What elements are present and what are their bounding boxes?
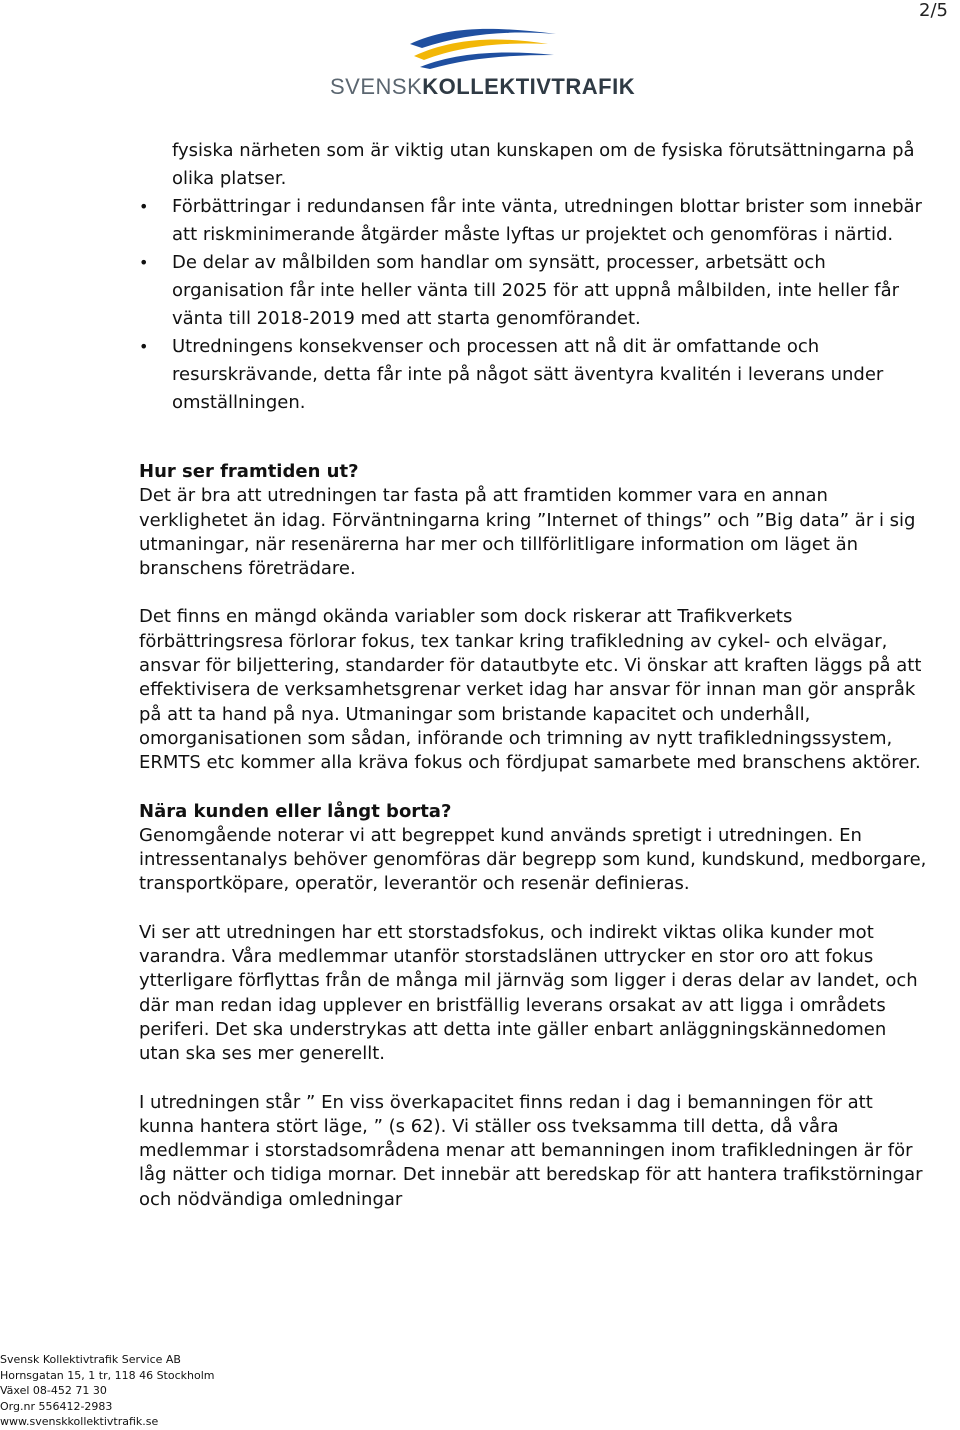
page-number: 2/5: [919, 0, 948, 21]
section-heading: Hur ser framtiden ut?: [139, 461, 359, 482]
section-heading: Nära kunden eller långt borta?: [139, 800, 452, 822]
logo-part-1: SVENSK: [330, 74, 423, 99]
paragraph: Genomgående noterar vi att begreppet kund används spretigt i utredningen. En intressentanalys behöver genomföras där begrepp som kund, kundskund, medborgare, transportköpare, operatör, leverantör och resenär definieras.: [139, 824, 927, 895]
list-item: • Förbättringar i redundansen får inte vänta, utredningen blottar brister som innebär att riskminimerande åtgärder måste lyftas ur projektet och genomföras i närtid.: [139, 193, 929, 249]
footer-web-link[interactable]: www.svenskkollektivtrafik.se: [0, 1415, 159, 1428]
company-logo: [330, 20, 636, 100]
footer-address: Hornsgatan 15, 1 tr, 118 46 Stockholm: [0, 1368, 215, 1382]
list-item: • Utredningens konsekvenser och processen att nå dit är omfattande och resurskrävande, detta får inte på något sätt äventyra kvalitén i leverans under omställningen.: [139, 333, 929, 417]
footer-phone: Växel 08-452 71 30: [0, 1384, 107, 1397]
footer: [0, 1352, 215, 1430]
paragraph: I utredningen står ” En viss överkapacitet finns redan i dag i bemanningen för att kunna hantera stört läge, ” (s 62). Vi ställer oss tveksamma till detta, då våra medlemmar i storstadsområdena menar att bemanningen inom trafikledningen är för låg nätter och tidiga mornar. Det innebär att beredskap för att hantera trafikstörningar och nödvändiga omledningar: [139, 1091, 923, 1210]
paragraph: Det finns en mängd okända variabler som dock riskerar att Trafikverkets förbättringsresa förlorar fokus, tex tankar kring trafikledning av cykel- och elvägar, ansvar för biljettering, standarder för datautbyte etc. Vi önskar att kraften läggs på att effektivisera de verksamhetsgrenar verket idag har ansvar för innan man gör anspråk på att ta hand på nya. Utmaningar som bristande kapacitet och underhåll, omorganisationen som sådan, införande och trimning av nytt trafikledningssystem, ERMTS etc kommer alla kräva fokus och fördjupat samarbete med branschens aktörer.: [139, 606, 922, 774]
footer-company: Svensk Kollektivtrafik Service AB: [0, 1353, 181, 1366]
wave-logo-icon: [408, 22, 558, 70]
body-text: [139, 460, 929, 1212]
list-item: • De delar av målbilden som handlar om synsätt, processer, arbetsätt och organisation får inte heller vänta till 2025 för att uppnå målbilden, inte heller får vänta till 2018-2019 med att starta genomförandet.: [139, 249, 929, 333]
bullet-list: [139, 193, 929, 417]
bullet-section: [139, 137, 929, 417]
paragraph: Det är bra att utredningen tar fasta på att framtiden kommer vara en annan verklighetet än idag. Förväntningarna kring ”Internet of things” och ”Big data” är i sig utmaningar, när resenärerna har mer och tillförlitligare information om läget än branschens företrädare.: [139, 485, 916, 580]
paragraph: Vi ser att utredningen har ett storstadsfokus, och indirekt viktas olika kunder mot varandra. Våra medlemmar utanför storstadslänen uttrycker en stor oro att fokus ytterligare förflyttas från de många mil järnväg som ligger i deras delar av landet, och där man redan idag upplever en bristfällig leverans orsakat av att ligga i områdets periferi. Det ska understrykas att detta inte gäller enbart anläggningskännedomen utan ska ses mer generellt.: [139, 921, 918, 1065]
continued-paragraph: fysiska närheten som är viktig utan kunskapen om de fysiska förutsättningarna på olika platser.: [172, 140, 915, 189]
logo-part-2: KOLLEKTIVTRAFIK: [422, 74, 636, 99]
logo-wordmark: [330, 74, 635, 100]
footer-org: Org.nr 556412-2983: [0, 1399, 113, 1413]
